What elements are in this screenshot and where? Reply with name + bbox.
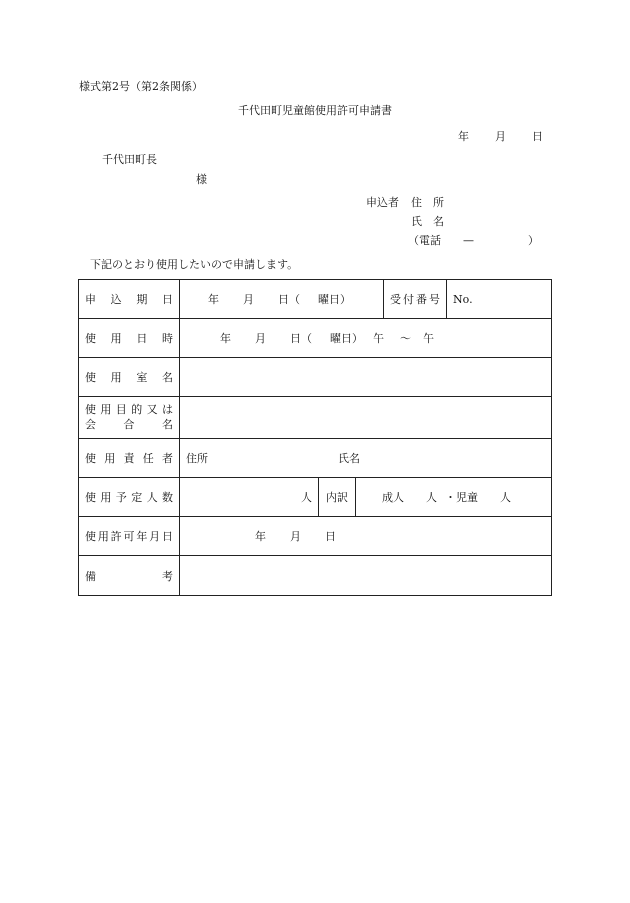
remarks-label: 備考	[79, 556, 180, 596]
remarks-value	[180, 556, 552, 596]
header-date-line	[458, 130, 543, 144]
breakdown-value	[356, 478, 552, 517]
use-from: 午	[373, 332, 384, 345]
room-value	[180, 358, 552, 397]
apply-year: 年	[208, 293, 219, 306]
use-to: 午	[423, 332, 434, 345]
intro-text: 下記のとおり使用したいので申請します。	[90, 258, 299, 271]
applicant-address-label: 住 所	[411, 196, 444, 209]
count-value	[180, 478, 319, 517]
row-count	[79, 478, 552, 517]
date-year: 年	[458, 130, 469, 143]
applicant-name-label: 氏 名	[411, 215, 444, 228]
permit-date-value	[180, 517, 552, 556]
receipt-value: No.	[447, 280, 552, 319]
count-unit: 人	[301, 491, 312, 504]
row-apply-date	[79, 280, 552, 319]
person-address-label: 住所	[186, 452, 208, 465]
apply-day: 日（	[278, 293, 300, 306]
adults-label: 成人	[382, 491, 404, 504]
use-tilde: ～	[400, 332, 411, 345]
applicant-label: 申込者	[366, 196, 399, 209]
purpose-label-line2: 会合名	[85, 417, 173, 431]
person-label: 使用責任者	[79, 439, 180, 478]
row-purpose	[79, 397, 552, 439]
date-month: 月	[495, 130, 506, 143]
use-datetime-value	[180, 319, 552, 358]
row-remarks	[79, 556, 552, 596]
permit-month: 月	[290, 530, 301, 543]
phone-dash: —	[463, 234, 474, 247]
permit-date-label: 使用許可年月日	[79, 517, 180, 556]
row-person	[79, 439, 552, 478]
breakdown-label: 内訳	[319, 478, 356, 517]
receipt-label: 受付番号	[384, 280, 447, 319]
apply-date-label: 申込期日	[79, 280, 180, 319]
use-month: 月	[255, 332, 266, 345]
apply-month: 月	[243, 293, 254, 306]
children-label: ・児童	[445, 491, 478, 504]
use-year: 年	[220, 332, 231, 345]
use-weekday: 曜日）	[330, 332, 363, 345]
use-datetime-label: 使用日時	[79, 319, 180, 358]
row-permit-date	[79, 517, 552, 556]
apply-weekday: 曜日）	[318, 293, 351, 306]
applicant-phone	[408, 234, 539, 248]
count-label: 使用予定人数	[79, 478, 180, 517]
date-day: 日	[532, 130, 543, 143]
application-table	[78, 279, 552, 596]
apply-date-value	[180, 280, 384, 319]
purpose-label	[79, 397, 180, 439]
adults-unit: 人	[426, 491, 437, 504]
purpose-label-line1: 使用目的又は	[85, 402, 173, 416]
person-value	[180, 439, 552, 478]
phone-close: ）	[528, 234, 539, 247]
honorific: 様	[196, 173, 207, 186]
addressee: 千代田町長	[102, 153, 157, 166]
children-unit: 人	[500, 491, 511, 504]
purpose-value	[180, 397, 552, 439]
person-name-label: 氏名	[338, 452, 360, 465]
room-label: 使用室名	[79, 358, 180, 397]
permit-day: 日	[325, 530, 336, 543]
use-day: 日（	[290, 332, 312, 345]
permit-year: 年	[255, 530, 266, 543]
form-title: 千代田町児童館使用許可申請書	[238, 104, 392, 117]
row-room	[79, 358, 552, 397]
row-use-datetime	[79, 319, 552, 358]
phone-label: （電話	[408, 234, 441, 247]
form-number: 様式第2号（第2条関係）	[79, 80, 203, 93]
